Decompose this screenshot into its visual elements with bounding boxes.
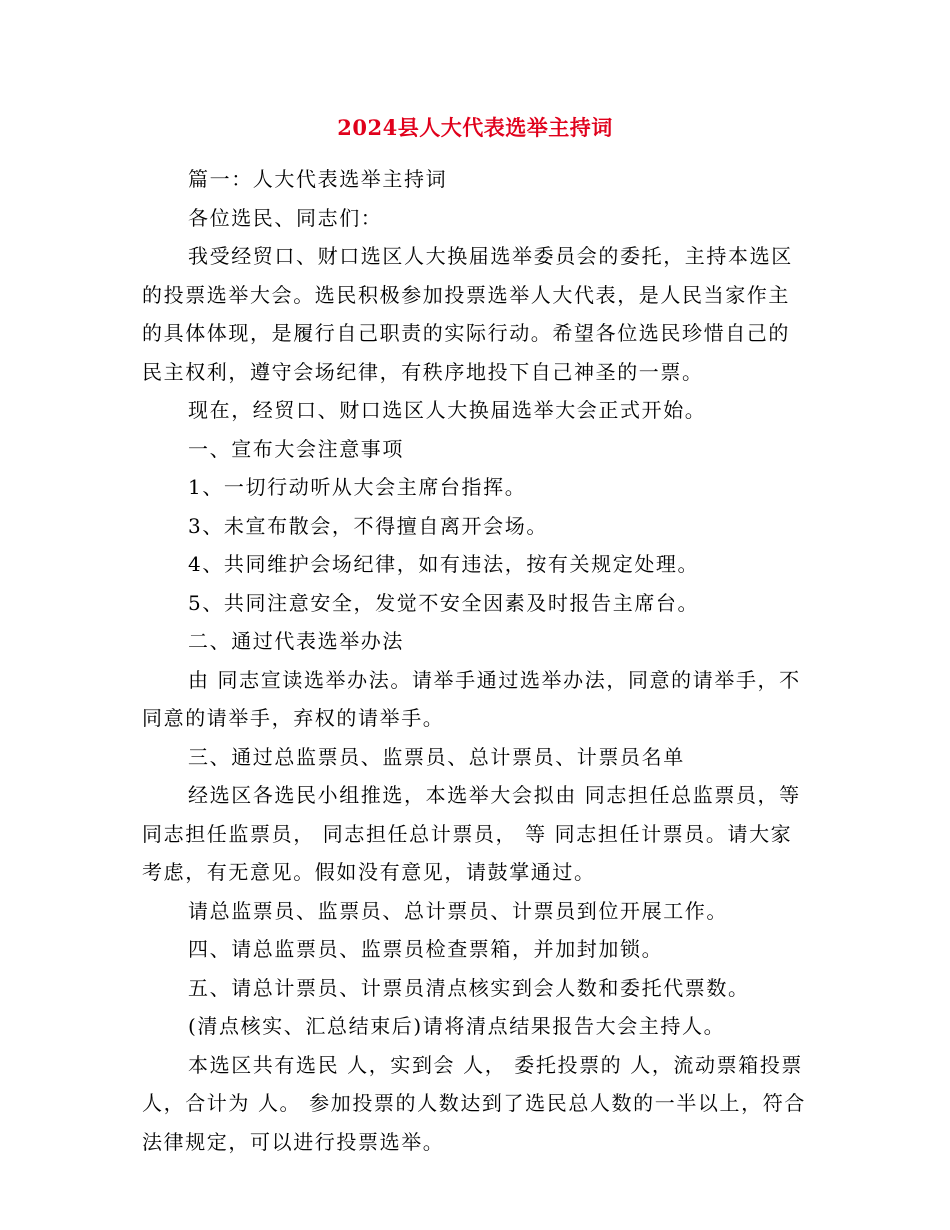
paragraph: 本选区共有选民 人，实到会 人， 委托投票的 人，流动票箱投票 人，合计为 人。 参加投票的人数达到了选民总人数的一半以上，符合法律规定，可以进行投票选举。 xyxy=(142,1052,806,1154)
paragraph: 请总监票员、监票员、总计票员、计票员到位开展工作。 xyxy=(188,898,728,923)
document-body xyxy=(142,160,810,1161)
document-title: 2024县人大代表选举主持词 xyxy=(337,115,613,140)
paragraph: 1、一切行动听从大会主席台指挥。 xyxy=(188,475,527,499)
paragraph: 篇一：人大代表选举主持词 xyxy=(188,167,448,191)
paragraph: 各位选民、同志们： xyxy=(188,205,383,230)
paragraph: 经选区各选民小组推选，本选举大会拟由 同志担任总监票员，等 同志担任监票员， 同志担任总计票员， 等 同志担任计票员。请大家考虑，有无意见。假如没有意见，请鼓掌通过。 xyxy=(142,783,801,884)
paragraph: 3、未宣布散会，不得擅自离开会场。 xyxy=(188,513,548,538)
paragraph: 由 同志宣读选举办法。请举手通过选举办法，同意的请举手，不同意的请举手，弃权的请举手。 xyxy=(142,667,801,730)
paragraph: (清点核实、汇总结束后)请将清点结果报告大会主持人。 xyxy=(188,1014,726,1038)
paragraph: 一、宣布大会注意事项 xyxy=(188,436,404,461)
paragraph: 五、请总计票员、计票员清点核实到会人数和委托代票数。 xyxy=(188,975,750,1000)
paragraph: 二、通过代表选举办法 xyxy=(188,629,404,653)
paragraph: 现在，经贸口、财口选区人大换届选举大会正式开始。 xyxy=(188,398,707,422)
paragraph: 4、共同维护会场纪律，如有违法，按有关规定处理。 xyxy=(188,552,700,576)
paragraph: 四、请总监票员、监票员检查票箱，并加封加锁。 xyxy=(188,937,664,961)
paragraph: 三、通过总监票员、监票员、总计票员、计票员名单 xyxy=(188,744,685,769)
paragraph: 5、共同注意安全，发觉不安全因素及时报告主席台。 xyxy=(188,590,700,615)
paragraph: 我受经贸口、财口选区人大换届选举委员会的委托，主持本选区的投票选举大会。选民积极参加投票选举人大代表，是人民当家作主的具体体现，是履行自己职责的实际行动。希望各位选民珍惜自己的民主权利，遵守会场纪律，有秩序地投下自己神圣的一票。 xyxy=(142,244,793,384)
